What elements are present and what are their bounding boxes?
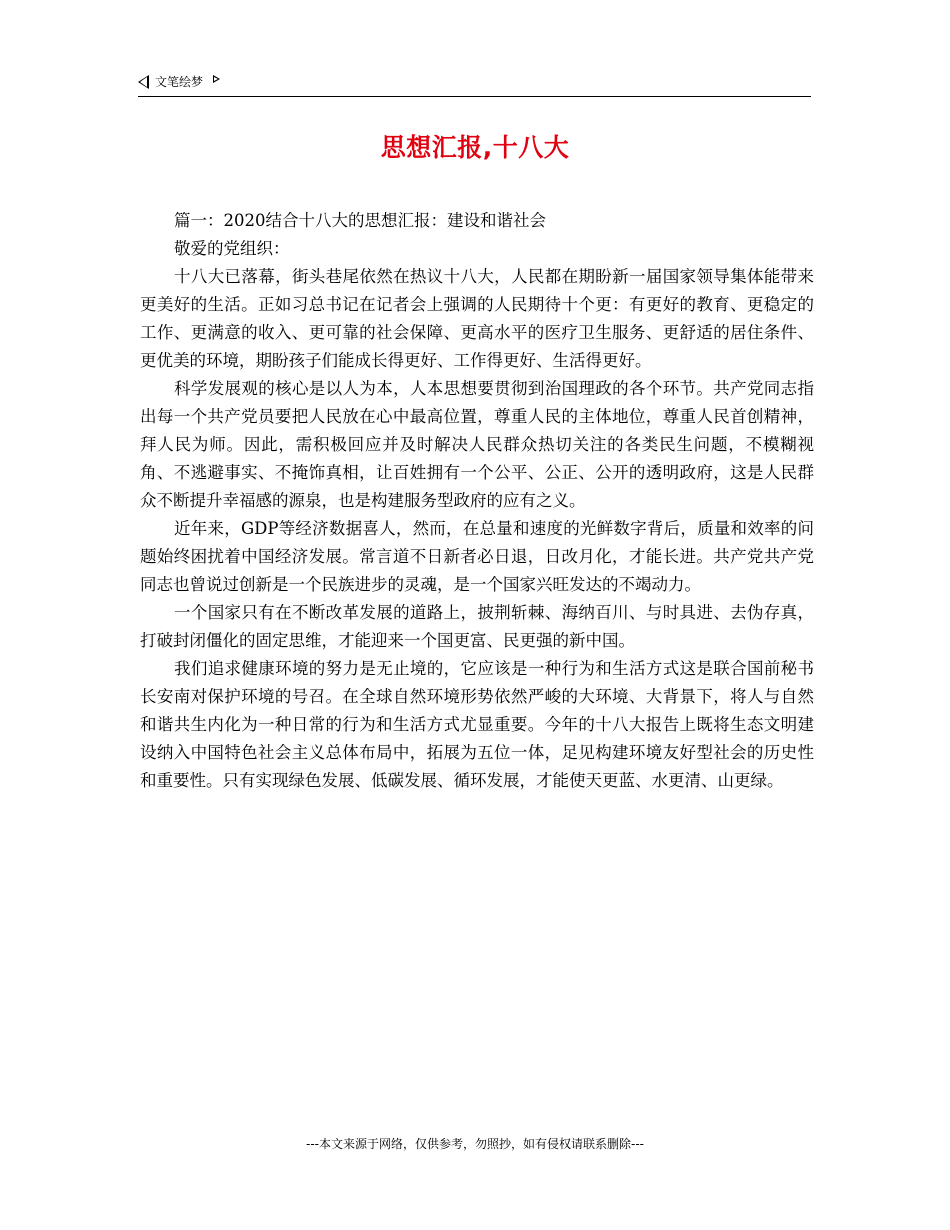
body-paragraph: 科学发展观的核心是以人为本，人本思想要贯彻到治国理政的各个环节。共产党同志指出每一个共产党员要把人民放在心中最高位置，尊重人民的主体地位，尊重人民首创精神，拜人民为师。因此，需积极回应并及时解决人民群众热切关注的各类民生问题，不模糊视角、不逃避事实、不掩饰真相，让百姓拥有一个公平、公正、公开的透明政府，这是人民群众不断提升幸福感的源泉，也是构建服务型政府的应有之义。: [140, 379, 814, 510]
body-paragraph: 十八大已落幕，街头巷尾依然在热议十八大，人民都在期盼新一届国家领导集体能带来更美好的生活。正如习总书记在记者会上强调的人民期待十个更：有更好的教育、更稳定的工作、更满意的收入、更可靠的社会保障、更高水平的医疗卫生服务、更舒适的居住条件、更优美的环境，期盼孩子们能成长得更好、工作得更好、生活得更好。: [140, 267, 814, 370]
header-brand: [138, 73, 220, 91]
section-heading: 篇一：2020结合十八大的思想汇报：建设和谐社会: [174, 211, 546, 230]
body-paragraph: 一个国家只有在不断改革发展的道路上，披荆斩棘、海纳百川、与时具进、去伪存真，打破封闭僵化的固定思维，才能迎来一个国更富、民更强的新中国。: [140, 603, 814, 650]
document-body: [140, 207, 814, 795]
brand-name: 文笔绘梦: [155, 75, 204, 89]
salutation: 敬爱的党组织：: [174, 239, 290, 258]
body-paragraph: 我们追求健康环境的努力是无止境的，它应该是一种行为和生活方式这是联合国前秘书长安南对保护环境的号召。在全球自然环境形势依然严峻的大环境、大背景下，将人与自然和谐共生内化为一种日常的行为和生活方式尤显重要。今年的十八大报告上既将生态文明建设纳入中国特色社会主义总体布局中，拓展为五位一体，足见构建环境友好型社会的历史性和重要性。只有实现绿色发展、低碳发展、循环发展，才能使天更蓝、水更清、山更绿。: [140, 659, 814, 790]
triangle-right-icon: [213, 75, 220, 83]
body-paragraph: 近年来，GDP等经济数据喜人，然而，在总量和速度的光鲜数字背后，质量和效率的问题始终困扰着中国经济发展。常言道不日新者必日退，日改月化，才能长进。共产党共产党同志也曾说过创新是一个民族进步的灵魂，是一个国家兴旺发达的不竭动力。: [140, 519, 814, 594]
page-header: [138, 72, 811, 97]
document-title: 思想汇报,十八大: [380, 133, 570, 162]
footer-notice: ---本文来源于网络，仅供参考，勿照抄，如有侵权请联系删除---: [306, 1137, 644, 1151]
triangle-left-icon: [138, 75, 149, 89]
